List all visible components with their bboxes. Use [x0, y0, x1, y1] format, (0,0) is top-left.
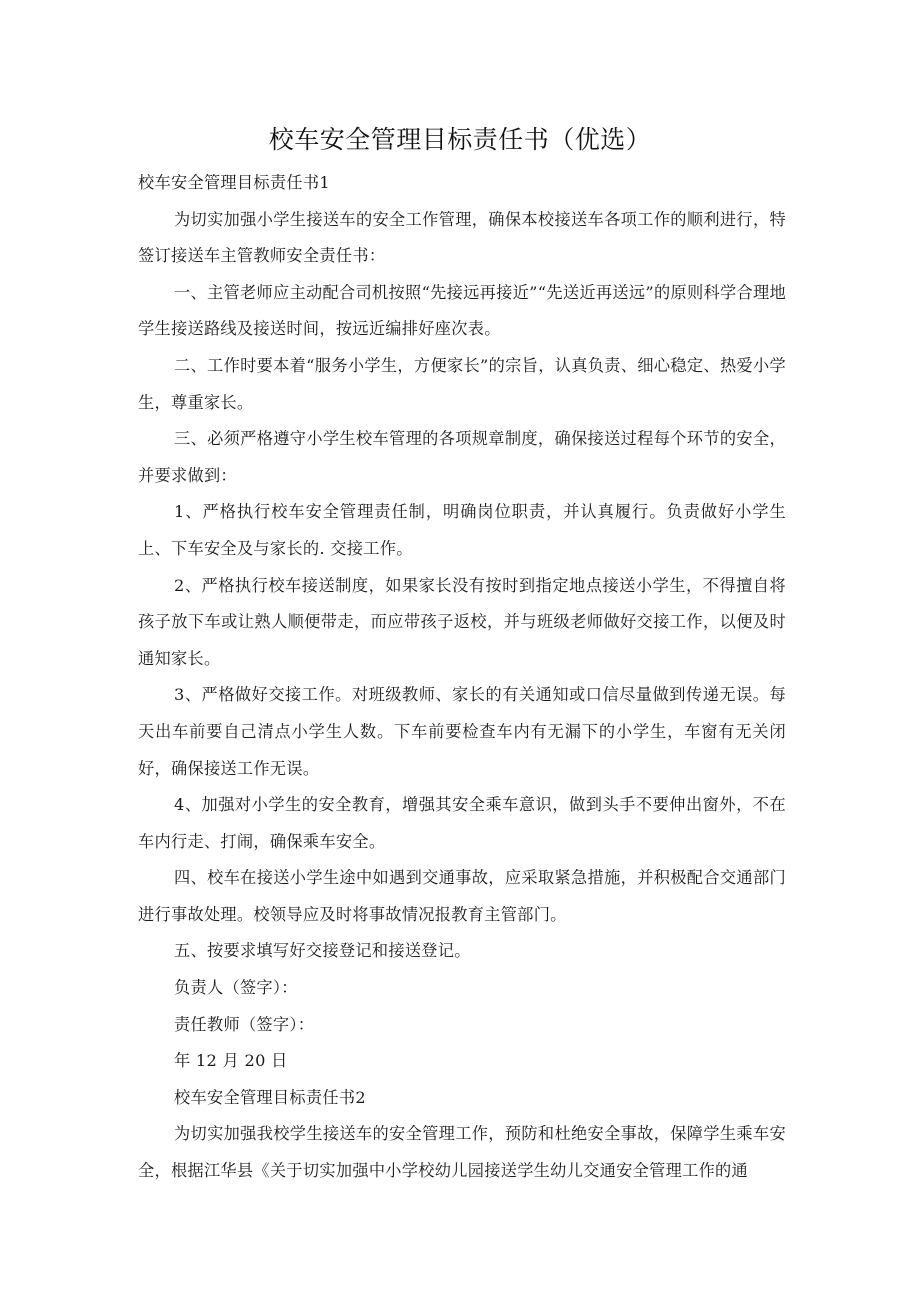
paragraph: 负责人（签字）：	[174, 978, 298, 998]
paragraph: 五、按要求填写好交接登记和接送登记。	[174, 941, 471, 961]
document-title: 校车安全管理目标责任书（优选）	[268, 125, 652, 154]
document-body	[138, 165, 786, 1190]
paragraph: 校车安全管理目标责任书2	[174, 1087, 366, 1107]
paragraph: 1、严格执行校车安全管理责任制，明确岗位职责，并认真履行。负责做好小学生上、下车安全及与家长的. 交接工作。	[138, 502, 786, 558]
paragraph: 校车安全管理目标责任书1	[138, 173, 330, 192]
paragraph: 3、严格做好交接工作。对班级教师、家长的有关通知或口信尽量做到传递无误。每天出车前要自己清点小学生人数。下车前要检查车内有无漏下的小学生，车窗有无关闭好，确保接送工作无误。	[138, 685, 786, 778]
paragraph: 为切实加强小学生接送车的安全工作管理，确保本校接送车各项工作的顺利进行，特签订接送车主管教师安全责任书：	[138, 209, 786, 266]
paragraph: 年 12 月 20 日	[174, 1051, 288, 1071]
paragraph: 四、校车在接送小学生途中如遇到交通事故，应采取紧急措施，并积极配合交通部门进行事故处理。校领导应及时将事故情况报教育主管部门。	[138, 868, 786, 924]
paragraph: 三、必须严格遵守小学生校车管理的各项规章制度，确保接送过程每个环节的安全，并要求做到：	[138, 429, 786, 485]
paragraph: 为切实加强我校学生接送车的安全管理工作，预防和杜绝安全事故，保障学生乘车安全，根据江华县《关于切实加强中小学校幼儿园接送学生幼儿交通安全管理工作的通	[138, 1124, 786, 1181]
paragraph: 责任教师（签字）：	[174, 1014, 315, 1034]
paragraph: 二、工作时要本着“服务小学生，方便家长”的宗旨，认真负责、细心稳定、热爱小学生，尊重家长。	[138, 355, 786, 412]
paragraph: 4、加强对小学生的安全教育，增强其安全乘车意识，做到头手不要伸出窗外，不在车内行走、打闹，确保乘车安全。	[138, 795, 786, 851]
paragraph: 2、严格执行校车接送制度，如果家长没有按时到指定地点接送小学生，不得擅自将孩子放下车或让熟人顺便带走，而应带孩子返校，并与班级老师做好交接工作，以便及时通知家长。	[138, 575, 786, 668]
paragraph: 一、主管老师应主动配合司机按照“先接远再接近”“先送近再送远”的原则科学合理地学生接送路线及接送时间，按远近编排好座次表。	[138, 282, 786, 339]
